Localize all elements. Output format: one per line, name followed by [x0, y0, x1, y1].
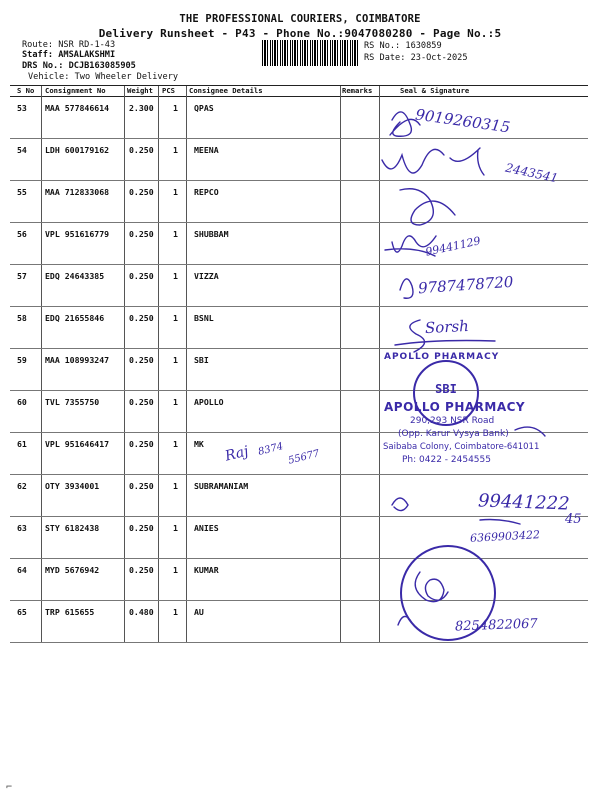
col-remarks: Remarks: [342, 86, 373, 95]
row-pcs: 1: [173, 523, 178, 533]
handwritten-name-58: Sorsh: [424, 316, 470, 338]
row-weight: 0.250: [129, 397, 154, 407]
rs-no-label: RS No.:: [364, 41, 401, 51]
row-sno: 58: [17, 313, 27, 323]
row-consignment: TVL 7355750: [45, 397, 100, 407]
col-sno: S No: [17, 86, 35, 95]
row-consignee: KUMAR: [194, 565, 219, 575]
row-pcs: 1: [173, 103, 178, 113]
company-title: THE PROFESSIONAL COURIERS, COIMBATORE: [179, 13, 421, 25]
row-pcs: 1: [173, 229, 178, 239]
row-pcs: 1: [173, 187, 178, 197]
row-consignee: QPAS: [194, 103, 214, 113]
apollo-stamp-phone: Ph: 0422 - 2454555: [402, 455, 491, 465]
row-sno: 60: [17, 397, 27, 407]
row-weight: 0.250: [129, 439, 154, 449]
handwritten-name-61: Raj: [223, 443, 251, 465]
row-weight: 0.250: [129, 187, 154, 197]
row-sno: 55: [17, 187, 27, 197]
row-pcs: 1: [173, 145, 178, 155]
row-weight: 0.250: [129, 355, 154, 365]
row-weight: 0.480: [129, 607, 154, 617]
apollo-stamp-address-1: 290,293 NSR Road: [410, 416, 495, 426]
row-pcs: 1: [173, 481, 178, 491]
handwritten-phone-53: 9019260315: [414, 105, 512, 137]
staff-label: Staff:: [22, 50, 54, 60]
apollo-stamp-address-2: (Opp. Karur Vysya Bank): [398, 429, 509, 439]
row-sno: 64: [17, 565, 27, 575]
row-sno: 57: [17, 271, 27, 281]
row-weight: 0.250: [129, 523, 154, 533]
row-sno: 54: [17, 145, 27, 155]
route-label: Route:: [22, 40, 54, 50]
row-weight: 0.250: [129, 145, 154, 155]
row-sno: 62: [17, 481, 27, 491]
row-consignee: REPCO: [194, 187, 219, 197]
row-consignment: MAA 712833068: [45, 187, 110, 197]
row-consignment: STY 6182438: [45, 523, 100, 533]
rs-date-label: RS Date:: [364, 53, 406, 63]
row-pcs: 1: [173, 355, 178, 365]
row-consignment: MAA 108993247: [45, 355, 110, 365]
col-seal: Seal & Signature: [400, 86, 470, 95]
row-consignment: TRP 615655: [45, 607, 95, 617]
row-sno: 53: [17, 103, 27, 113]
apollo-stamp-address-3: Saibaba Colony, Coimbatore-641011: [383, 442, 540, 452]
apollo-stamp-name: APOLLO PHARMACY: [384, 400, 526, 414]
round-company-seal: [400, 545, 496, 641]
row-pcs: 1: [173, 271, 178, 281]
row-consignee: SHUBBAM: [194, 229, 229, 239]
row-pcs: 1: [173, 397, 178, 407]
vehicle-value: Two Wheeler Delivery: [74, 72, 179, 82]
row-consignment: MAA 577846614: [45, 103, 110, 113]
handwritten-phone-62: 99441222: [477, 490, 570, 515]
col-pcs: PCS: [162, 86, 175, 95]
drs-label: DRS No.:: [22, 61, 64, 71]
row-consignment: EDQ 21655846: [45, 313, 105, 323]
row-consignee: VIZZA: [194, 271, 219, 281]
row-sno: 65: [17, 607, 27, 617]
vehicle-label: Vehicle:: [28, 72, 70, 82]
signature-54: [382, 148, 484, 175]
row-consignee: SBI: [194, 355, 209, 365]
rs-date-value: 23-Oct-2025: [410, 53, 468, 63]
col-consignee: Consignee Details: [189, 86, 263, 95]
row-consignee: AU: [194, 607, 204, 617]
handwritten-phone-56: 99441129: [424, 234, 482, 259]
signature-55: [400, 189, 455, 225]
row-consignee: SUBRAMANIAM: [194, 481, 249, 491]
page-corner-mark: ⌐: [6, 782, 13, 793]
row-consignee: MEENA: [194, 145, 219, 155]
col-consignment: Consignment No: [45, 86, 106, 95]
handwritten-phone-57: 9787478720: [417, 272, 514, 298]
row-weight: 0.250: [129, 565, 154, 575]
row-sno: 59: [17, 355, 27, 365]
row-weight: 0.250: [129, 313, 154, 323]
handwritten-phone-54: 2443541: [504, 160, 560, 186]
runsheet-title: Delivery Runsheet - P43 - Phone No.:9047080280 - Page No.:5: [98, 27, 502, 40]
handwritten-number-61b: 55677: [287, 448, 321, 467]
row-pcs: 1: [173, 313, 178, 323]
row-consignment: MYD 5676942: [45, 565, 100, 575]
handwritten-number-61a: 8374: [257, 441, 285, 458]
row-weight: 2.300: [129, 103, 154, 113]
signature-57: [400, 279, 413, 298]
handwritten-phone-63: 6369903422: [469, 528, 541, 545]
staff-value: AMSALAKSHMI: [58, 50, 116, 60]
row-pcs: 1: [173, 607, 178, 617]
row-weight: 0.250: [129, 481, 154, 491]
rs-no-value: 1630859: [405, 41, 442, 51]
row-consignment: OTY 3934001: [45, 481, 100, 491]
row-sno: 61: [17, 439, 27, 449]
apollo-stamp-top: APOLLO PHARMACY: [384, 352, 500, 362]
row-consignee: APOLLO: [194, 397, 224, 407]
row-sno: 56: [17, 229, 27, 239]
sbi-stamp-label: SBI: [435, 382, 457, 396]
row-pcs: 1: [173, 565, 178, 575]
row-consignee: ANIES: [194, 523, 219, 533]
handwritten-number-62b: 45: [565, 512, 582, 527]
drs-value: DCJB163085905: [68, 61, 136, 71]
row-consignment: LDH 600179162: [45, 145, 110, 155]
row-consignee: BSNL: [194, 313, 214, 323]
row-consignment: EDQ 24643385: [45, 271, 105, 281]
row-consignment: VPL 951616779: [45, 229, 110, 239]
handwritten-phone-65: 8254822067: [454, 616, 538, 635]
row-consignment: VPL 951646417: [45, 439, 110, 449]
row-sno: 63: [17, 523, 27, 533]
signature-61: [515, 427, 545, 436]
route-value: NSR RD-1-43: [58, 40, 116, 50]
row-weight: 0.250: [129, 229, 154, 239]
row-consignee: MK: [194, 439, 204, 449]
row-pcs: 1: [173, 439, 178, 449]
col-weight: Weight: [127, 86, 153, 95]
row-weight: 0.250: [129, 271, 154, 281]
